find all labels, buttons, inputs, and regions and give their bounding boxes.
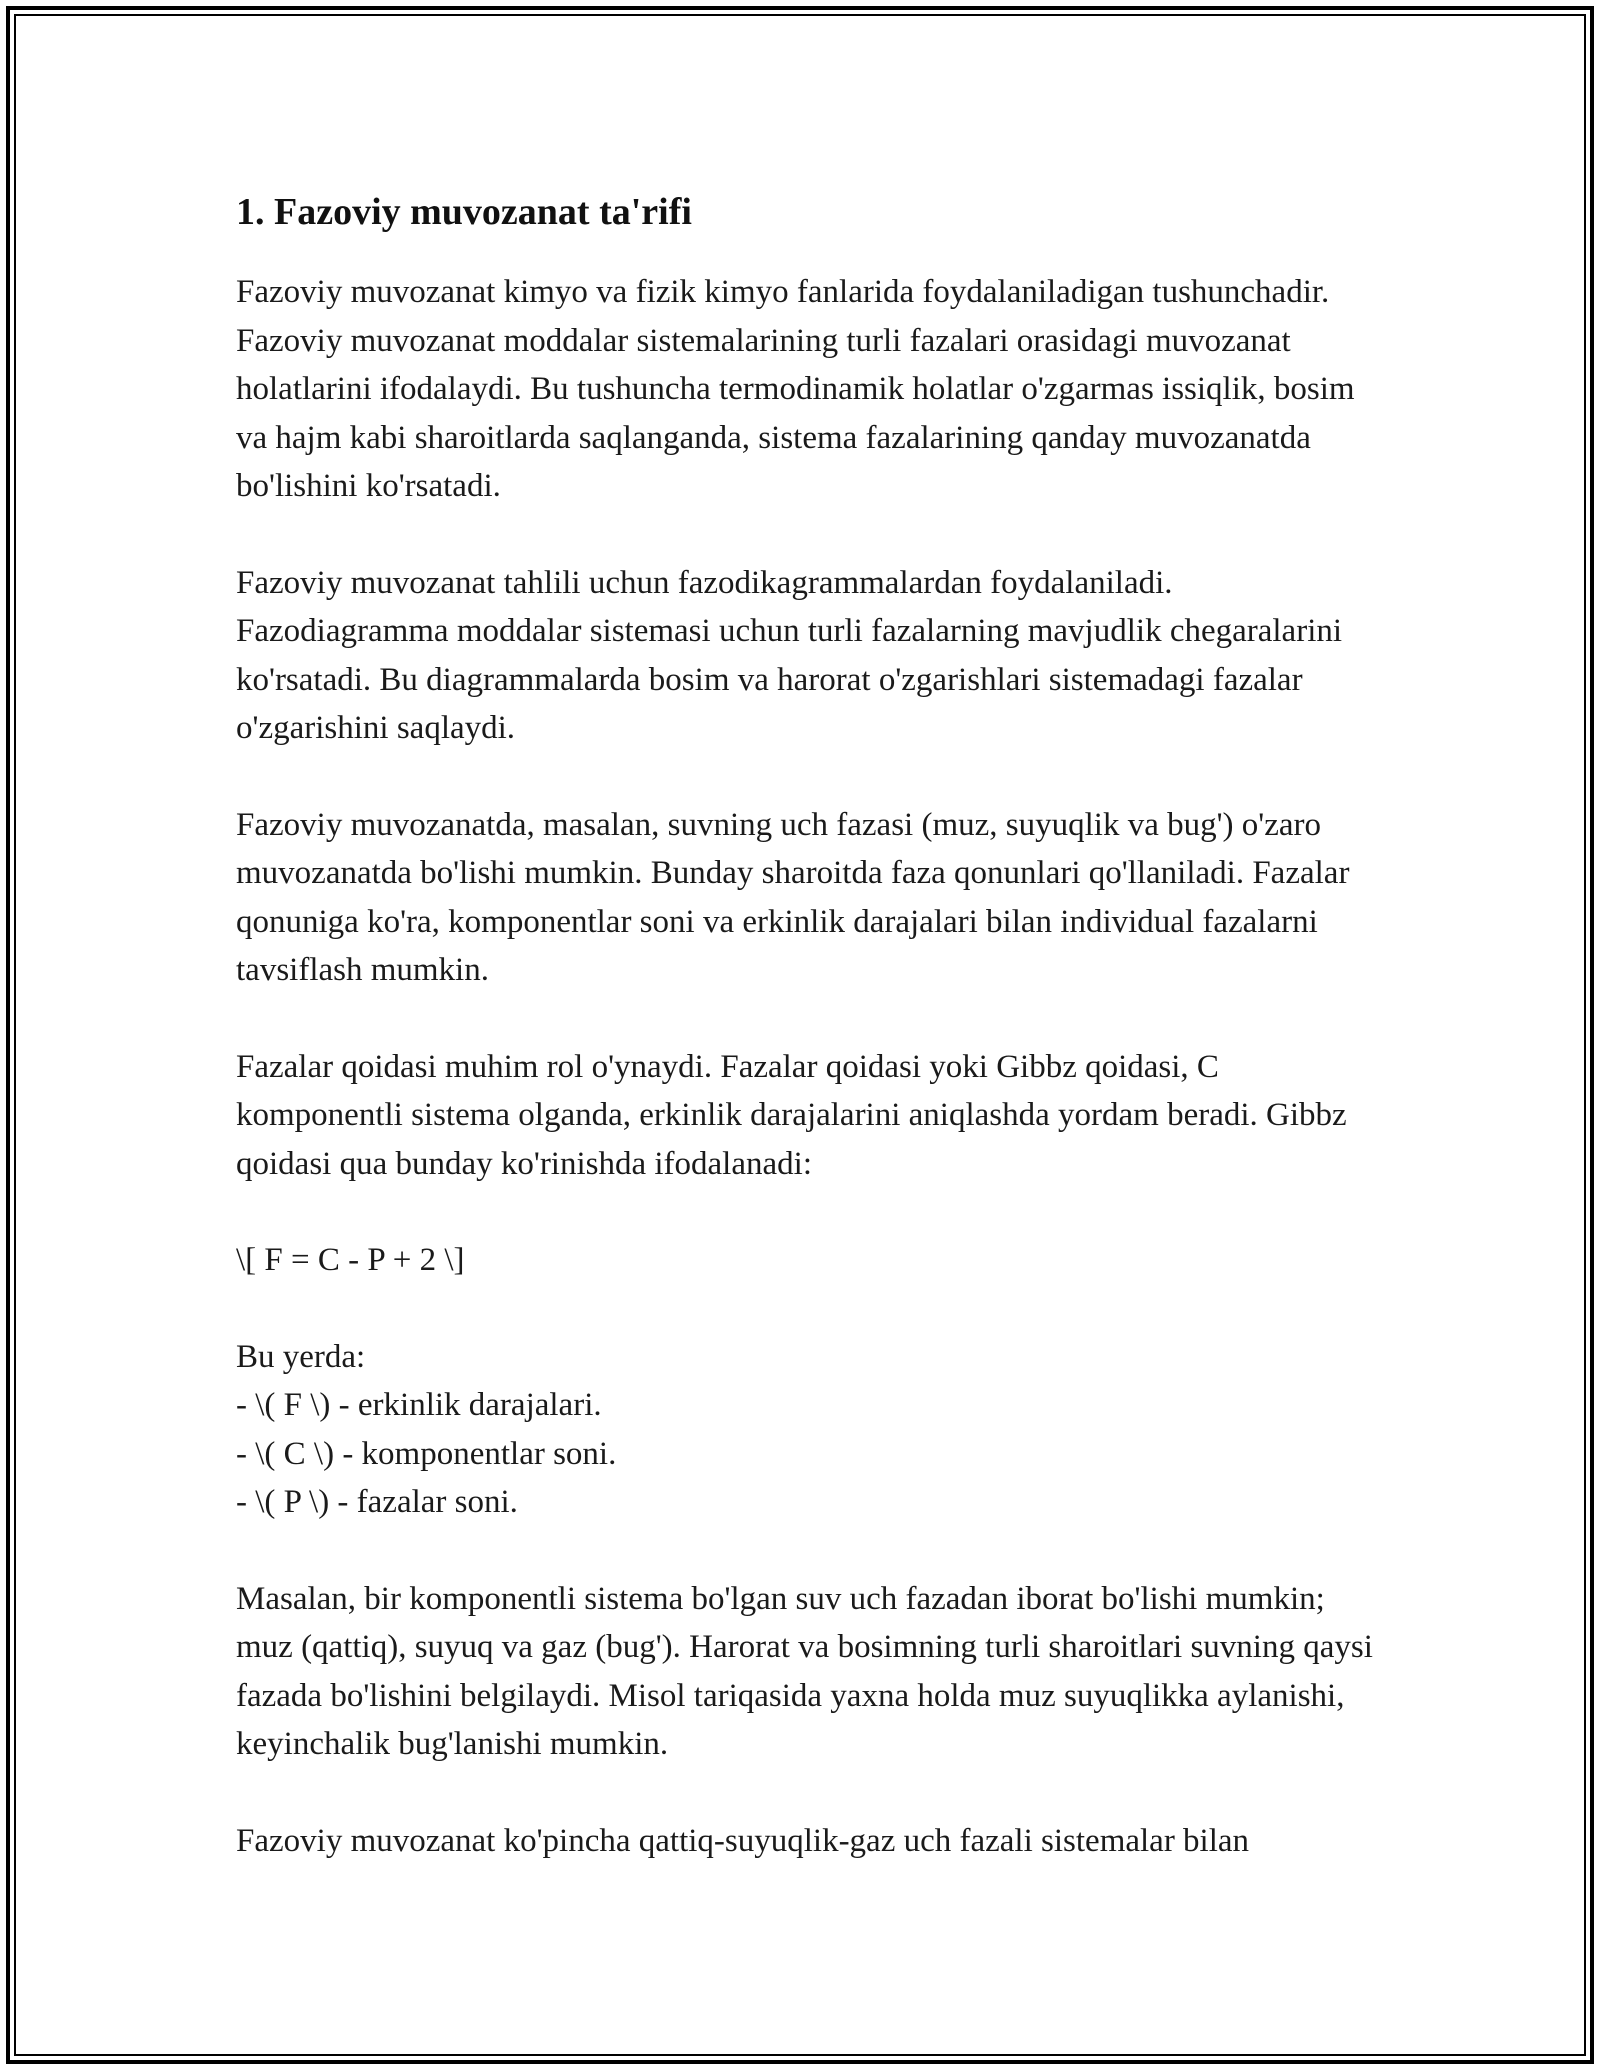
paragraph-phase-rule: Fazalar qoidasi muhim rol o'ynaydi. Fazalar qoidasi yoki Gibbz qoidasi, C komponentli sistema olganda, erkinlik darajalarini aniqlashda yordam beradi. Gibbz qoidasi qua bunday ko'rinishda ifodalanadi: xyxy=(236,1048,1347,1182)
definition-item: - \( P \) - fazalar soni. xyxy=(236,1484,518,1520)
document-content xyxy=(236,186,1376,1913)
paragraph-water-example: Masalan, bir komponentli sistema bo'lgan suv uch fazadan iborat bo'lishi mumkin; muz (qattiq), suyuq va gaz (bug'). Harorat va bosimning turli sharoitlari suvning qaysi fazada bo'lishini belgilaydi. Misol tariqasida yaxna holda muz suyuqlikka aylanishi, keyinchalik bug'lanishi mumkin. xyxy=(236,1580,1373,1762)
definition-item: - \( C \) - komponentlar soni. xyxy=(236,1435,617,1472)
definition-item: - \( F \) - erkinlik darajalari. xyxy=(236,1387,602,1423)
paragraph-phase-diagram: Fazoviy muvozanat tahlili uchun fazodikagrammalardan foydalaniladi. Fazodiagramma moddalar sistemasi uchun turli fazalarning mavjudlik chegaralarini ko'rsatadi. Bu diagrammalarda bosim va harorat o'zgarishlari sistemadagi fazalar o'zgarishini saqlaydi. xyxy=(236,564,1343,746)
section-heading: 1. Fazoviy muvozanat ta'rifi xyxy=(236,191,692,233)
paragraph-continuation: Fazoviy muvozanat ko'pincha qattiq-suyuqlik-gaz uch fazali sistemalar bilan xyxy=(236,1822,1250,1859)
paragraph-definition: Fazoviy muvozanat kimyo va fizik kimyo fanlarida foydalaniladigan tushunchadir. Fazoviy muvozanat moddalar sistemalarining turli fazalari orasidagi muvozanat holatlarini ifodalaydi. Bu tushuncha termodinamik holatlar o'zgarmas issiqlik, bosim va hajm kabi sharoitlarda saqlanganda, sistema fazalarining qanday muvozanatda bo'lishini ko'rsatadi. xyxy=(236,274,1355,504)
definitions-intro: Bu yerda: xyxy=(236,1338,366,1375)
definitions-list xyxy=(236,1333,1376,1527)
gibbs-formula: \[ F = C - P + 2 \] xyxy=(236,1242,465,1278)
paragraph-water-phases: Fazoviy muvozanatda, masalan, suvning uch fazasi (muz, suyuqlik va bug') o'zaro muvozanatda bo'lishi mumkin. Bunday sharoitda faza qonunlari qo'llaniladi. Fazalar qonuniga ko'ra, komponentlar soni va erkinlik darajalari bilan individual fazalarni tavsiflash mumkin. xyxy=(236,806,1350,988)
